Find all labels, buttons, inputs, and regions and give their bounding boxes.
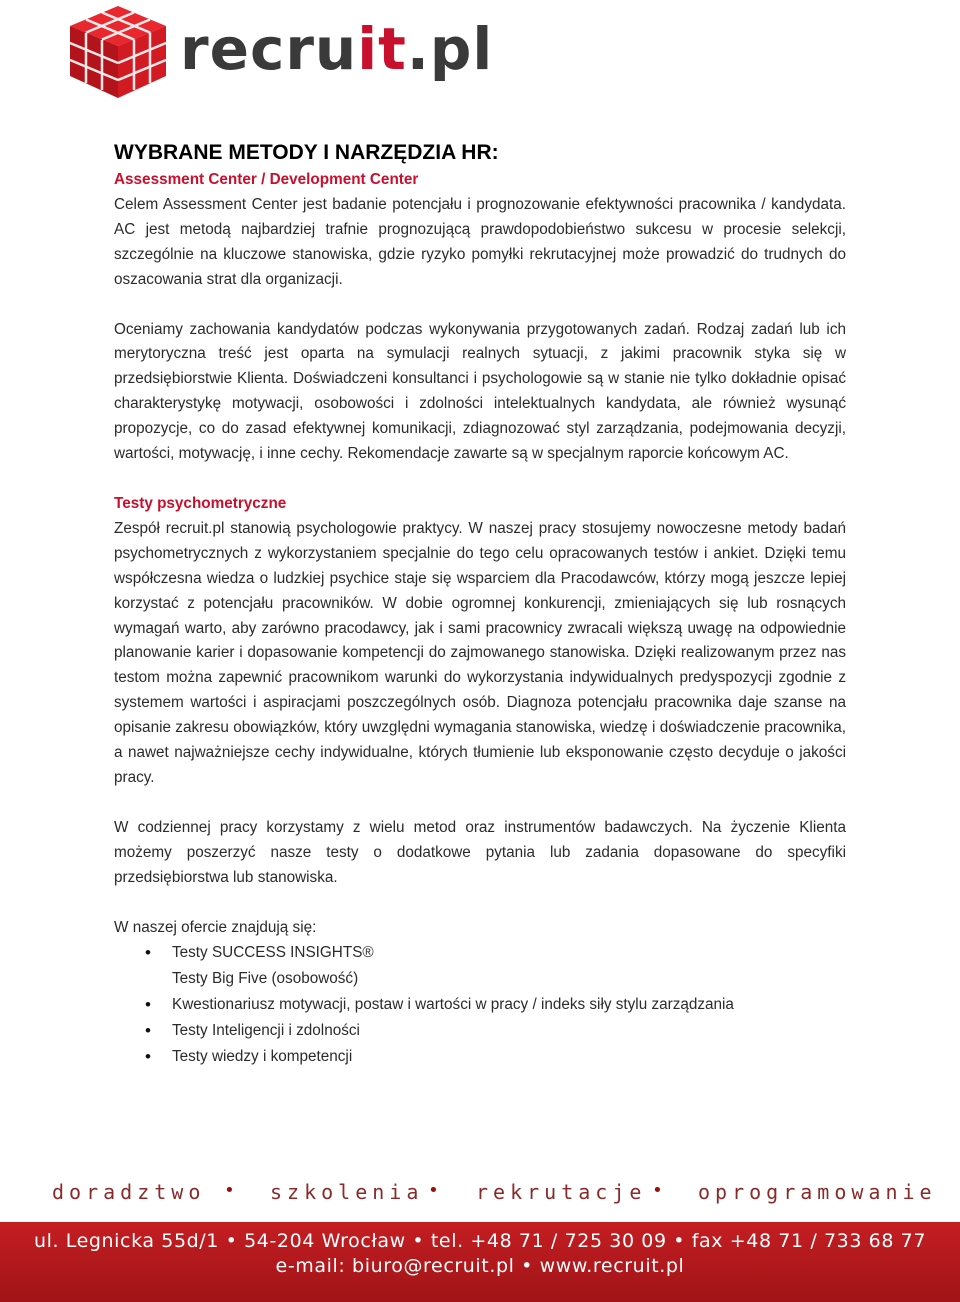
- separator-dot: •: [224, 1180, 235, 1201]
- logo-wordmark: recruit.pl: [180, 15, 494, 83]
- service-training: szkolenia: [270, 1180, 424, 1204]
- section-title-assessment-center: Assessment Center / Development Center: [114, 171, 419, 188]
- list-item: • Testy wiedzy i kompetencji: [172, 1044, 846, 1070]
- separator-dot: •: [652, 1180, 663, 1201]
- footer-contact: e-mail: biuro@recruit.pl • www.recruit.pl: [275, 1255, 685, 1277]
- footer-bar: [0, 1222, 960, 1302]
- section-title-psychometric-tests: Testy psychometryczne: [114, 494, 287, 512]
- service-consulting: doradztwo: [52, 1180, 206, 1204]
- offer-list: [114, 940, 846, 1070]
- list-item: • Kwestionariusz motywacji, postaw i wartości w pracy / indeks siły stylu zarządzania: [172, 992, 846, 1018]
- footer-address: ul. Legnicka 55d/1 • 54-204 Wrocław • tel. +48 71 / 725 30 09 • fax +48 71 / 733 68 77: [33, 1230, 927, 1252]
- services-strip: [0, 1176, 960, 1210]
- cube-logo-icon: [62, 0, 172, 100]
- paragraph: Oceniamy zachowania kandydatów podczas wykonywania przygotowanych zadań. Rodzaj zadań lub ich merytoryczna treść jest oparta na symulacji realnych sytuacji, z jakimi pracownik styka się w przedsiębiorstwie Klienta. Doświadczeni konsultanci i psychologowie są w stanie nie tylko dokładnie opisać charakterystykę motywacji, osobowości i zdolności intelektualnych kandydata, ale również wysunąć propozycje, co do zasad efektywnej komunikacji, zdiagnozować styl zarządzania, podejmowania decyzji, wartości, motywację, i inne cechy. Rekomendacje zawarte są w specjalnym raporcie końcowym AC.: [114, 320, 846, 463]
- service-software: oprogramowanie: [698, 1180, 937, 1204]
- separator-dot: •: [428, 1180, 439, 1201]
- company-logo: [62, 0, 494, 100]
- paragraph: W codziennej pracy korzystamy z wielu metod oraz instrumentów badawczych. Na życzenie Klienta możemy poszerzyć nasze testy o dodatkowe pytania lub zadania dopasowane do specyfiki przedsiębiorstwa lub stanowiska.: [114, 818, 846, 886]
- paragraph: Celem Assessment Center jest badanie potencjału i prognozowanie efektywności pracownika / kandydata. AC jest metodą najbardziej trafnie prognozującą prawdopodobieństwo sukcesu w procesie selekcji, szczególnie na kluczowe stanowiska, gdzie ryzyko pomyłki rekrutacyjnej może prowadzić do trudnych do oszacowania strat dla organizacji.: [114, 195, 846, 288]
- paragraph: Zespół recruit.pl stanowią psychologowie praktycy. W naszej pracy stosujemy nowoczesne metody badań psychometrycznych z wykorzystaniem specjalnie do tego celu opracowanych testów i ankiet. Dzięki temu współczesna wiedza o ludzkiej psychice staje się wsparciem dla Pracodawców, którzy mogą jeszcze lepiej korzystać z potencjału pracowników. W dobie ogromnej konkurencji, zmieniających się lub rosnących wymagań warto, aby zarówno pracodawcy, jak i sami pracownicy zwracali większą uwagę na odpowiednie planowanie karier i dopasowanie kompetencji do zajmowanego stanowiska. Dzięki realizowanym przez nas testom można zapewnić pracownikom warunki do wykorzystania indywidualnych predyspozycji zgodnie z systemem wartości i aspiracjami poszczególnych osób. Diagnoza potencjału pracownika daje szanse na opisanie zakresu obowiązków, który uwzględni wymagania stanowiska, wiedzę i doświadczenie pracownika, a nawet najważniejsze cechy indywidualne, których tłumienie lub eksponowanie często decyduje o jakości pracy.: [114, 519, 846, 786]
- list-item: • Testy Inteligencji i zdolności: [172, 1018, 846, 1044]
- document-body: [114, 138, 846, 1070]
- list-item: Testy Big Five (osobowość): [172, 970, 359, 988]
- offer-intro: W naszej ofercie znajdują się:: [114, 918, 317, 936]
- service-recruitment: rekrutacje: [476, 1180, 647, 1204]
- page-title: WYBRANE METODY I NARZĘDZIA HR:: [114, 141, 499, 164]
- list-item: • Testy SUCCESS INSIGHTS®: [172, 940, 846, 966]
